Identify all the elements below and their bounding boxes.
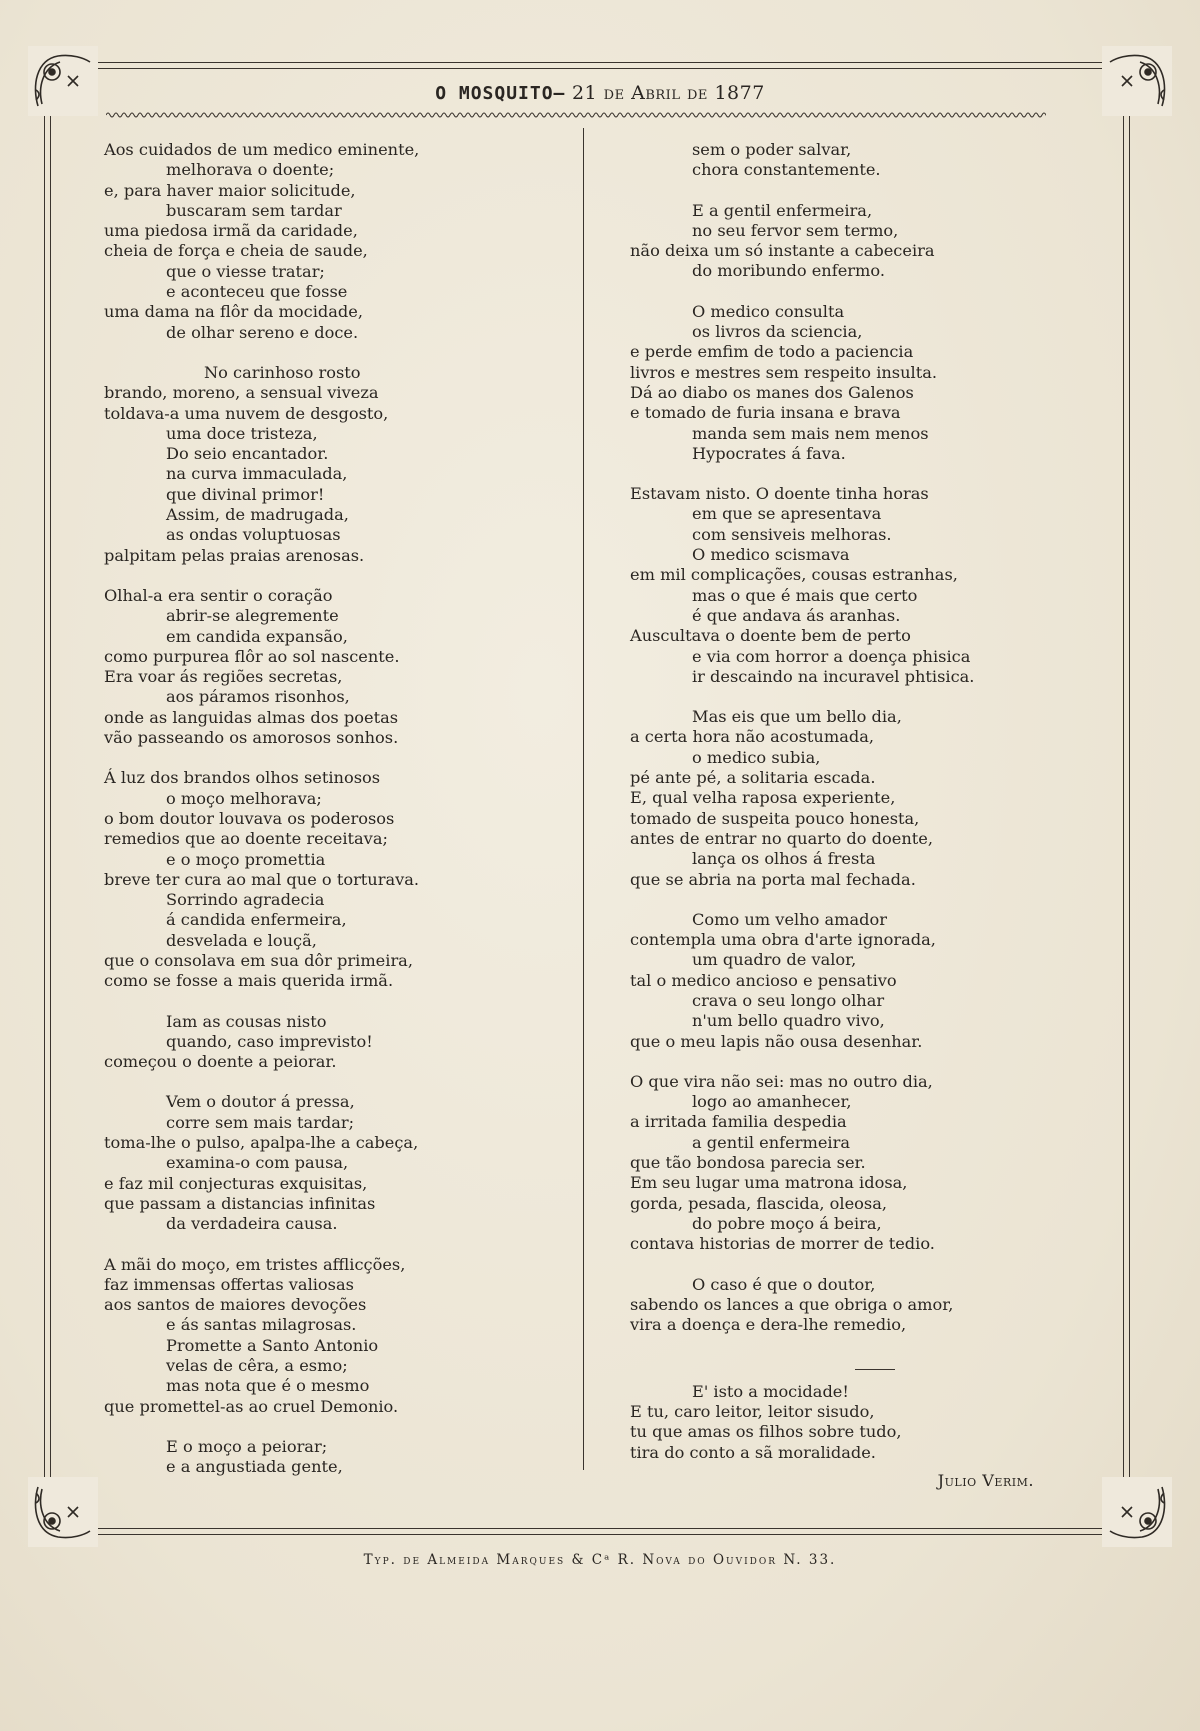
verse-line: o moço melhorava; <box>166 788 322 808</box>
verse-line: de olhar sereno e doce. <box>166 322 359 342</box>
verse-line: sem o poder salvar, <box>692 140 852 159</box>
verse-line: que promettel-as ao cruel Demonio. <box>104 1396 399 1416</box>
verse-line: Iam as cousas nisto <box>166 1011 327 1031</box>
verse-line: pé ante pé, a solitaria escada. <box>630 768 876 788</box>
verse-line: Como um velho amador <box>692 909 888 929</box>
verse-line: não deixa um só instante a cabeceira <box>630 241 935 261</box>
verse-line: buscaram sem tardar <box>166 200 342 220</box>
stanza <box>630 484 1040 687</box>
verse-line: desvelada e louçã, <box>166 930 317 950</box>
verse-line: uma dama na flôr da mocidade, <box>104 302 363 322</box>
verse-line: o medico subia, <box>692 747 821 767</box>
verse-line: e a angustiada gente, <box>166 1457 343 1477</box>
verse-line: vão passeando os amorosos sonhos. <box>104 728 399 748</box>
verse-line: O medico scismava <box>692 545 850 565</box>
verse-line: Era voar ás regiões secretas, <box>104 667 343 687</box>
stanza <box>630 910 1040 1052</box>
verse-line: começou o doente a peiorar. <box>104 1052 337 1072</box>
verse-line: mas nota que é o mesmo <box>166 1376 370 1396</box>
ornament-corner-bottom-right <box>1102 1477 1172 1547</box>
verse-line: E, qual velha raposa experiente, <box>630 788 896 808</box>
verse-line: velas de cêra, a esmo; <box>166 1356 348 1376</box>
verse-line: remedios que ao doente receitava; <box>104 829 388 849</box>
column-divider <box>583 128 584 1470</box>
stanza <box>630 140 1040 181</box>
verse-line: os livros da sciencia, <box>692 322 863 342</box>
verse-line: aos páramos risonhos, <box>166 687 350 707</box>
verse-line: Aos cuidados de um medico eminente, <box>104 140 420 159</box>
verse-line: e o moço promettia <box>166 849 326 869</box>
verse-line: e perde emfim de todo a paciencia <box>630 342 914 362</box>
verse-line: Hypocrates á fava. <box>692 443 846 463</box>
verse-line: do moribundo enfermo. <box>692 261 886 281</box>
verse-line: vira a doença e dera-lhe remedio, <box>630 1315 907 1335</box>
stanza <box>104 1092 574 1234</box>
verse-line: toma-lhe o pulso, apalpa-lhe a cabeça, <box>104 1133 419 1153</box>
verse-line: do pobre moço á beira, <box>692 1213 882 1233</box>
verse-line: n'um bello quadro vivo, <box>692 1011 885 1031</box>
verse-line: gorda, pesada, flascida, oleosa, <box>630 1193 888 1213</box>
stanza <box>104 1255 574 1417</box>
verse-line: a gentil enfermeira <box>692 1132 850 1152</box>
verse-line: que se abria na porta mal fechada. <box>630 869 916 889</box>
verse-line: Em seu lugar uma matrona idosa, <box>630 1173 908 1193</box>
verse-line: as ondas voluptuosas <box>166 525 341 545</box>
ornament-corner-top-left <box>28 46 98 116</box>
verse-line: como purpurea flôr ao sol nascente. <box>104 646 400 666</box>
verse-line: da verdadeira causa. <box>166 1214 338 1234</box>
verse-line: palpitam pelas praias arenosas. <box>104 545 365 565</box>
verse-line: sabendo os lances a que obriga o amor, <box>630 1294 954 1314</box>
section-separator <box>630 1355 1040 1375</box>
verse-line: o bom doutor louvava os poderosos <box>104 808 395 828</box>
verse-line: que o consolava em sua dôr primeira, <box>104 950 413 970</box>
verse-line: aos santos de maiores devoções <box>104 1295 367 1315</box>
verse-line: Mas eis que um bello dia, <box>692 707 902 727</box>
verse-line: tal o medico ancioso e pensativo <box>630 970 897 990</box>
verse-line: tomado de suspeita pouco honesta, <box>630 808 920 828</box>
verse-line: Á luz dos brandos olhos setinosos <box>104 768 381 788</box>
verse-line: brando, moreno, a sensual viveza <box>104 383 379 403</box>
verse-line: que tão bondosa parecia ser. <box>630 1153 866 1173</box>
verse-line: que o meu lapis não ousa desenhar. <box>630 1031 923 1051</box>
verse-line: na curva immaculada, <box>166 464 348 484</box>
verse-line: a certa hora não acostumada, <box>630 727 875 747</box>
verse-line: e, para haver maior solicitude, <box>104 180 356 200</box>
verse-line: livros e mestres sem respeito insulta. <box>630 362 938 382</box>
verse-line: E' isto a mocidade! <box>692 1381 849 1401</box>
stanza <box>104 1012 574 1073</box>
stanza <box>630 1275 1040 1336</box>
verse-line: manda sem mais nem menos <box>692 423 929 443</box>
verse-line: logo ao amanhecer, <box>692 1092 852 1112</box>
verse-line: Assim, de madrugada, <box>166 505 349 525</box>
wavy-rule <box>106 110 1046 120</box>
verse-line: em candida expansão, <box>166 626 348 646</box>
verse-line: Dá ao diabo os manes dos Galenos <box>630 382 914 402</box>
verse-line: em que se apresentava <box>692 504 882 524</box>
verse-line: Vem o doutor á pressa, <box>166 1092 355 1112</box>
stanza <box>104 1437 574 1478</box>
verse-line: A mãi do moço, em tristes afflicções, <box>104 1254 406 1274</box>
stanza <box>630 1382 1040 1463</box>
verse-line: é que andava ás aranhas. <box>692 605 901 625</box>
verse-line: e aconteceu que fosse <box>166 282 348 302</box>
verse-line: O medico consulta <box>692 301 845 321</box>
stanza <box>630 201 1040 282</box>
verse-line: E o moço a peiorar; <box>166 1436 328 1456</box>
page-header <box>0 82 1200 104</box>
verse-line: e tomado de furia insana e brava <box>630 403 901 423</box>
verse-line: ir descaindo na incuravel phtisica. <box>692 666 975 686</box>
ornament-corner-top-right <box>1102 46 1172 116</box>
verse-line: E tu, caro leitor, leitor sisudo, <box>630 1402 875 1422</box>
verse-line: cheia de força e cheia de saude, <box>104 241 368 261</box>
verse-line: com sensiveis melhoras. <box>692 524 892 544</box>
verse-line: e faz mil conjecturas exquisitas, <box>104 1173 368 1193</box>
stanza <box>630 302 1040 464</box>
verse-line: lança os olhos á fresta <box>692 849 876 869</box>
verse-line: Sorrindo agradecia <box>166 890 325 910</box>
verse-line: antes de entrar no quarto do doente, <box>630 828 933 848</box>
verse-line: á candida enfermeira, <box>166 910 347 930</box>
stanza <box>104 586 574 748</box>
verse-line: abrir-se alegremente <box>166 606 339 626</box>
verse-line: tira do conto a sã moralidade. <box>630 1442 876 1462</box>
verse-line: O que vira não sei: mas no outro dia, <box>630 1071 933 1091</box>
verse-line: onde as languidas almas dos poetas <box>104 707 399 727</box>
stanza <box>630 707 1040 890</box>
verse-line: chora constantemente. <box>692 160 881 180</box>
verse-line: Auscultava o doente bem de perto <box>630 626 911 646</box>
verse-line: No carinhoso rosto <box>204 362 361 382</box>
verse-line: que o viesse tratar; <box>166 261 325 281</box>
verse-line: mas o que é mais que certo <box>692 585 918 605</box>
verse-line: uma doce tristeza, <box>166 423 318 443</box>
verse-line: e via com horror a doença phisica <box>692 646 971 666</box>
verse-line: Promette a Santo Antonio <box>166 1335 379 1355</box>
verse-line: E a gentil enfermeira, <box>692 200 873 220</box>
verse-line: examina-o com pausa, <box>166 1153 349 1173</box>
verse-line: que passam a distancias infinitas <box>104 1193 376 1213</box>
poem-column-right <box>630 140 1040 1491</box>
verse-line: quando, caso imprevisto! <box>166 1031 373 1051</box>
newspaper-title: O MOSQUITO— <box>435 83 566 104</box>
verse-line: faz immensas offertas valiosas <box>104 1274 354 1294</box>
verse-line: a irritada familia despedia <box>630 1112 847 1132</box>
poem-column-left <box>104 140 574 1498</box>
ornament-corner-bottom-left <box>28 1477 98 1547</box>
verse-line: como se fosse a mais querida irmã. <box>104 971 394 991</box>
verse-line: Olhal-a era sentir o coração <box>104 585 333 605</box>
printer-imprint: Typ. de Almeida Marques & Cᵃ R. Nova do Ouvidor N. 33. <box>363 1552 837 1568</box>
verse-line: Do seio encantador. <box>166 444 329 464</box>
stanza <box>104 768 574 991</box>
stanza <box>104 363 574 566</box>
verse-line: breve ter cura ao mal que o torturava. <box>104 869 420 889</box>
verse-line: contava historias de morrer de tedio. <box>630 1234 935 1254</box>
verse-line: melhorava o doente; <box>166 160 335 180</box>
verse-line: toldava-a uma nuvem de desgosto, <box>104 403 389 423</box>
verse-line: tu que amas os filhos sobre tudo, <box>630 1422 902 1442</box>
verse-line: corre sem mais tardar; <box>166 1112 355 1132</box>
verse-line: no seu fervor sem termo, <box>692 220 899 240</box>
verse-line: contempla uma obra d'arte ignorada, <box>630 930 936 950</box>
stanza <box>630 1072 1040 1255</box>
verse-line: um quadro de valor, <box>692 950 857 970</box>
stanza <box>104 140 574 343</box>
verse-line: que divinal primor! <box>166 484 325 504</box>
verse-line: uma piedosa irmã da caridade, <box>104 221 358 241</box>
verse-line: e ás santas milagrosas. <box>166 1315 357 1335</box>
issue-date: 21 de Abril de 1877 <box>571 82 765 104</box>
verse-line: em mil complicações, cousas estranhas, <box>630 565 958 585</box>
verse-line: O caso é que o doutor, <box>692 1274 876 1294</box>
verse-line: crava o seu longo olhar <box>692 990 885 1010</box>
author-signature: Julio Verim. <box>937 1470 1034 1490</box>
verse-line: Estavam nisto. O doente tinha horas <box>630 484 929 504</box>
